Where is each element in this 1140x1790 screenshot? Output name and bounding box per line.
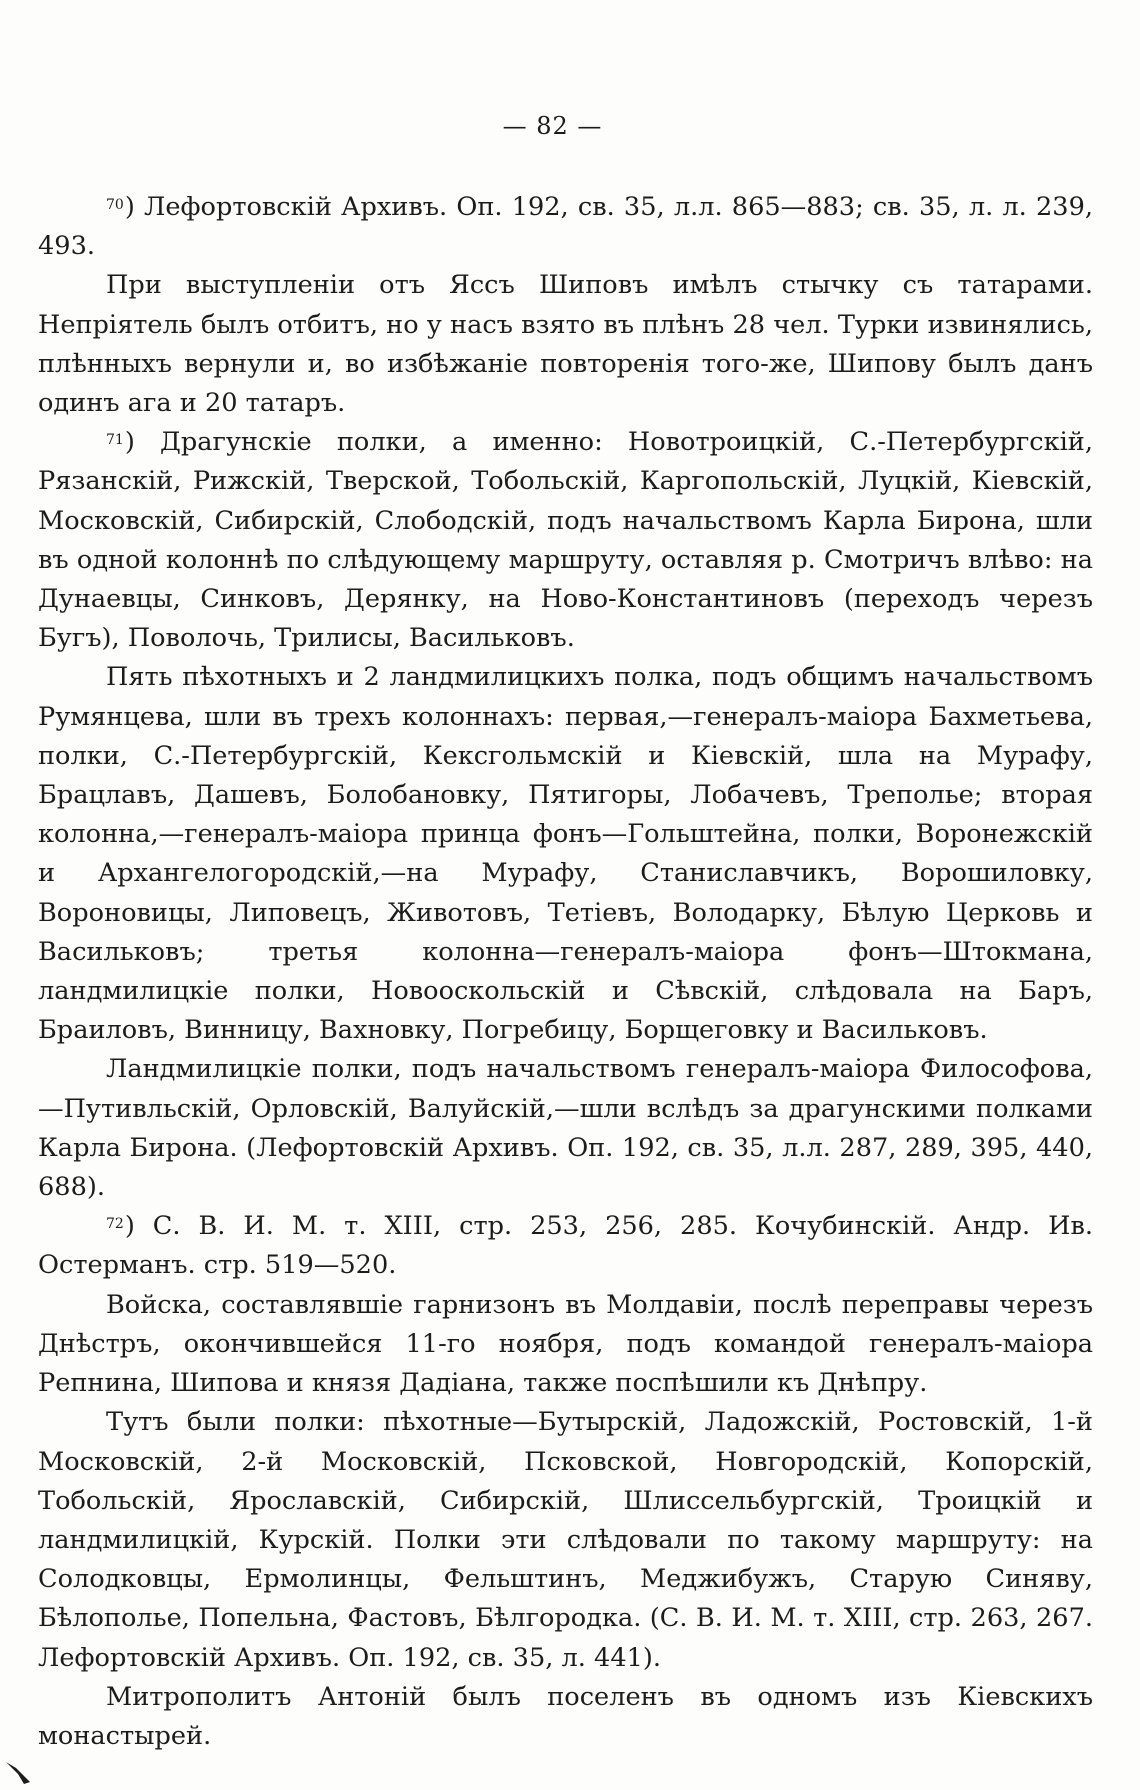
paragraph [38,658,1093,1050]
text-body [38,188,1093,1756]
scan-smudge-mark [4,1758,34,1786]
paragraph-text: При выступленiи отъ Яссъ Шиповъ имѣлъ стычку съ татарами. Непрiятель былъ отбитъ, но у насъ взято въ плѣнъ 28 чел. Турки извинялись, плѣнныхъ вернули и, во избѣжанiе повторенiя того-же, Шипову былъ данъ одинъ ага и 20 татаръ. [38,270,1093,419]
footnote-71-paragraph [38,423,1093,658]
paragraph-text: Митрополитъ Антонiй былъ поселенъ въ одномъ изъ Кiевскихъ монастырей. [38,1681,1093,1751]
footnote-70-paragraph [38,188,1093,266]
page-number: — 82 — [502,112,603,140]
paragraph-text: ) С. В. И. М. т. XIII, стр. 253, 256, 285. Кочубинскiй. Андр. Ив. Остерманъ. стр. 519—520. [38,1211,1093,1281]
paragraph-text: Тутъ были полки: пѣхотные—Бутырскiй, Ладожскiй, Ростовскiй, 1-й Московскiй, 2-й Московскiй, Псковской, Новгородскiй, Копорскiй, Тобольскiй, Ярославскiй, Сибирскiй, Шлиссельбургскiй, Троицкiй и ландмилицкiй, Курскiй. Полки эти слѣдовали по такому маршруту: на Солодковцы, Ермолинцы, Фельштинъ, Меджибужъ, Старую Синяву, Бѣлополье, Попельна, Фастовъ, Бѣлгородка. (С. В. И. М. т. XIII, стр. 263, 267. Лефортовскiй Архивъ. Оп. 192, св. 35, л. 441). [38,1407,1093,1673]
paragraph-text: Ландмилицкiе полки, подъ начальствомъ генералъ-маiора Философова,—Путивльскiй, Орловскiй, Валуйскiй,—шли вслѣдъ за драгунскими полками Карла Бирона. (Лефортовскiй Архивъ. Оп. 192, св. 35, л.л. 287, 289, 395, 440, 688). [38,1054,1093,1203]
footnote-marker: 70 [106,197,124,213]
footnote-marker: 72 [106,1216,124,1233]
paragraph [38,1286,1093,1404]
paragraph [38,1403,1093,1677]
footnote-marker: 71 [106,432,124,449]
paragraph-text: Войска, составлявшiе гарнизонъ въ Молдавiи, послѣ переправы черезъ Днѣстръ, окончившейся 11-го ноября, подъ командой генералъ-маiора Репнина, Шипова и князя Дадiана, также поспѣшили къ Днѣпру. [38,1289,1093,1399]
paragraph [38,266,1093,423]
paragraph-text: Пять пѣхотныхъ и 2 ландмилицкихъ полка, подъ общимъ начальствомъ Румянцева, шли въ трехъ колоннахъ: первая,—генералъ-маiора Бахметьева, полки, С.-Петербургскiй, Кексгольмскiй и Кiевскiй, шла на Мурафу, Брацлавъ, Дашевъ, Болобановку, Пятигоры, Лобачевъ, Треполье; вторая колонна,—генералъ-маiора принца фонъ—Гольштейна, полки, Воронежскiй и Архангелогородскiй,—на Мурафу, Станиславчикъ, Ворошиловку, Вороновицы, Липовецъ, Животовъ, Тетiевъ, Володарку, Бѣлую Церковь и Васильковъ; третья колонна—генералъ-маiора фонъ—Штокмана, ландмилицкiе полки, Новооскольскiй и Сѣвскiй, слѣдовала на Баръ, Браиловъ, Винницу, Вахновку, Погребицу, Борщеговку и Васильковъ. [38,662,1093,1046]
footnote-72-paragraph [38,1207,1093,1285]
paragraph-text: ) Драгунскiе полки, а именно: Новотроицкiй, С.-Петербургскiй, Рязанскiй, Рижскiй, Тверской, Тобольскiй, Каргопольскiй, Луцкiй, Кiевскiй, Московскiй, Сибирскiй, Слободскiй, подъ начальствомъ Карла Бирона, шли въ одной колоннѣ по слѣдующему маршруту, оставляя р. Смотричъ влѣво: на Дунаевцы, Синковъ, Дерянку, на Ново-Константиновъ (переходъ черезъ Бугъ), Поволочь, Трилисы, Васильковъ. [38,427,1093,654]
paragraph-text: ) Лефортовскiй Архивъ. Оп. 192, св. 35, л.л. 865—883; св. 35, л. л. 239, 493. [38,192,1093,262]
paragraph [38,1678,1093,1756]
paragraph [38,1050,1093,1207]
